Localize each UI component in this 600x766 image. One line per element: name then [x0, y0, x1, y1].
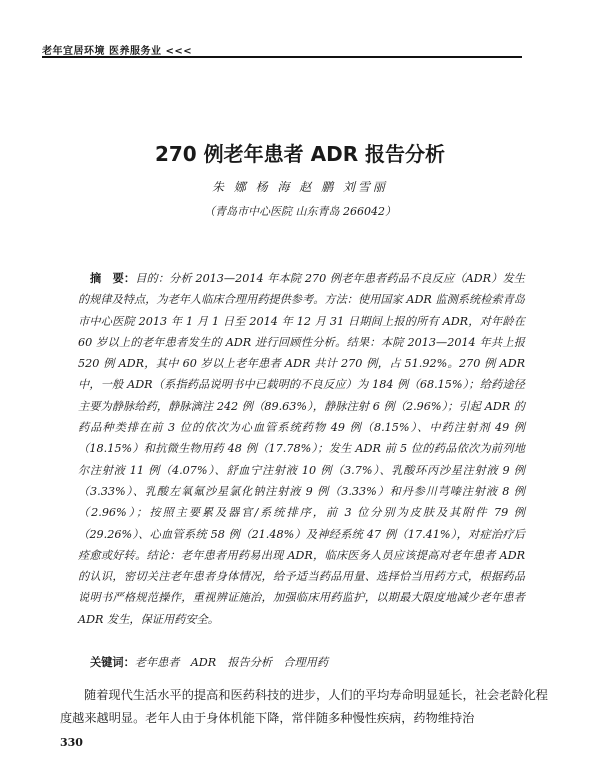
author-affiliation: （青岛市中心医院 山东青岛 266042） — [204, 205, 396, 218]
author-list: 朱 娜 杨 海 赵 鹏 刘雪丽 — [212, 180, 388, 194]
page-number: 330 — [60, 736, 83, 749]
intro-paragraph: 随着现代生活水平的提高和医药科技的进步，人们的平均寿命明显延长，社会老龄化程度越来越明显。老年人由于身体机能下降，常伴随多种慢性疾病，药物维持治 — [60, 688, 548, 725]
article-title: 270 例老年患者 ADR 报告分析 — [154, 142, 446, 166]
abstract-paragraph — [78, 268, 525, 630]
keywords-label: 关键词： — [90, 656, 135, 669]
keywords-line — [90, 654, 520, 670]
header-divider — [42, 56, 522, 58]
abstract-label: 摘 要： — [90, 272, 136, 285]
running-header: 老年宜居环境 医养服务业 <<< — [42, 46, 193, 57]
keywords-text: 老年患者 ADR 报告分析 合理用药 — [134, 656, 329, 669]
abstract-text: 目的：分析 2013—2014 年本院 270 例老年患者药品不良反应（ADR）发生的规律及特点，为老年人临床合理用药提供参考。方法：使用国家 ADR 监测系统检索青岛市中心医院 2013 年 1 月 1 日至 2014 年 12 月 31 日期间上报的所有 ADR，对年龄在 60 岁以上的老年患者发生的 ADR 进行回顾性分析。结果：本院 2013—2014 年共上报 520 例 ADR，其中 60 岁以上老年患者 ADR 共计 270 例，占 51.92%。270 例 ADR 中，一般 ADR（系指药品说明书中已载明的不良反应）为 184 例（68.15%）；给药途径主要为静脉给药，静脉滴注 242 例（89.63%），静脉注射 6 例（2.96%）；引起 ADR 的药品种类排在前 3 位的依次为心血管系统药物 49 例（8.15%）、中药注射剂 49 例（18.15%）和抗微生物用药 48 例（17.78%）；发生 ADR 前 5 位的药品依次为前列地尔注射液 11 例（4.07%）、舒血宁注射液 10 例（3.7%）、乳酸环丙沙星注射液 9 例（3.33%）、乳酸左氧氟沙星氯化钠注射液 9 例（3.33%）和丹参川芎嗪注射液 8 例（2.96%）；按照主要累及器官/系统排序，前 3 位分别为皮肤及其附件 79 例（29.26%）、心血管系统 58 例（21.48%）及神经系统 47 例（17.41%），对症治疗后痊愈或好转。结论：老年患者用药易出现 ADR，临床医务人员应该提高对老年患者 ADR 的认识，密切关注老年患者身体情况，给予适当药品用量、选择恰当用药方式，根据药品说明书严格规范操作，重视辨证施治，加强临床用药监护，以期最大限度地减少老年患者 ADR 发生，保证用药安全。 — [78, 272, 525, 626]
